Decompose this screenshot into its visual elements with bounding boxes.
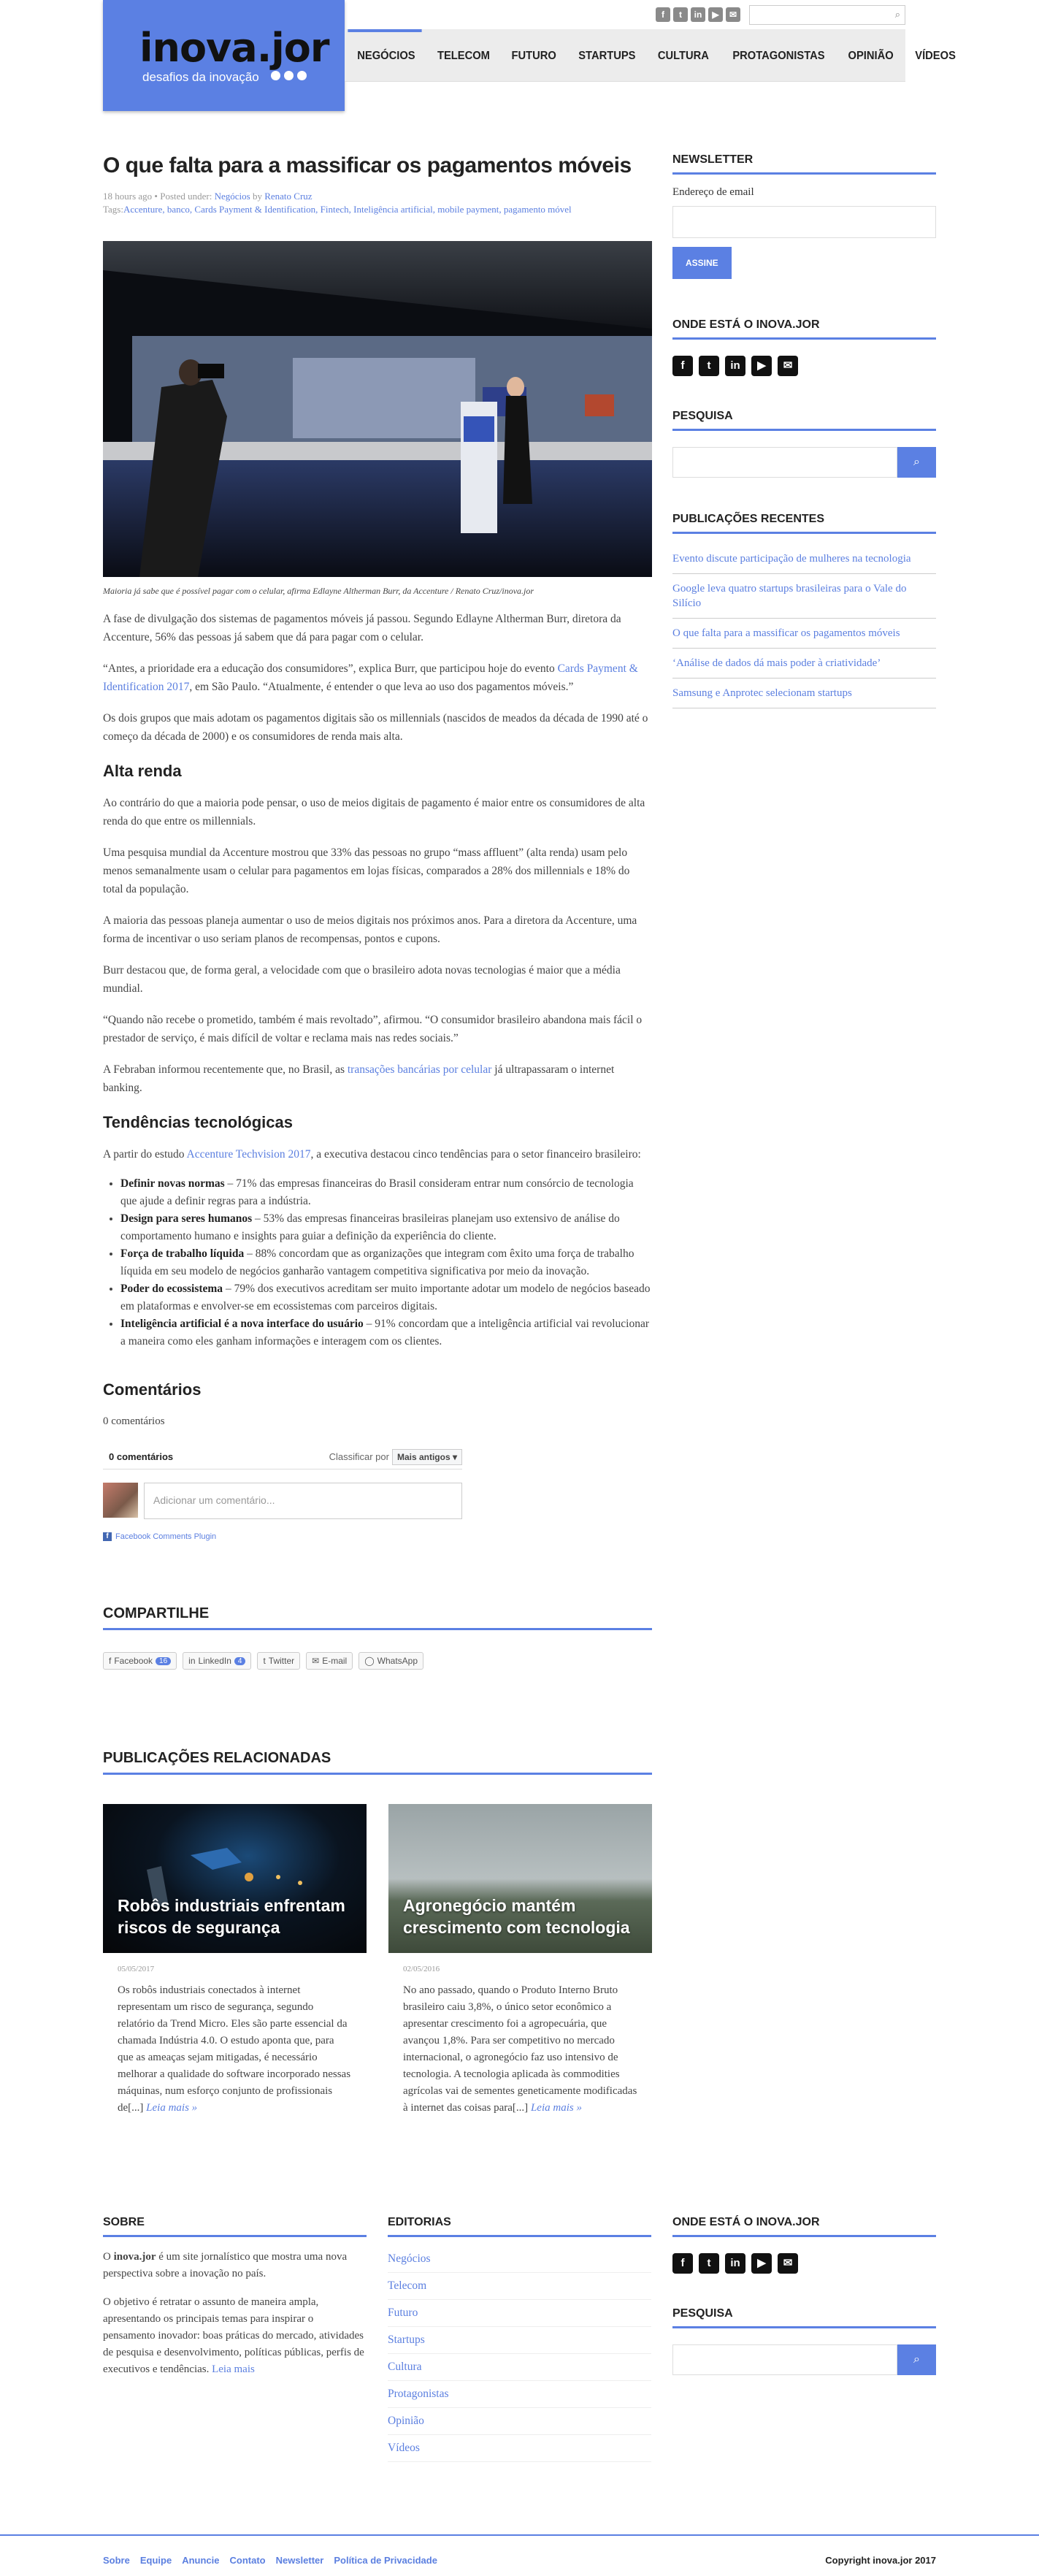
nav-cultura[interactable]: CULTURA <box>658 50 710 62</box>
newsletter-heading: NEWSLETTER <box>672 153 936 175</box>
logo-tagline: desafios da inovação <box>142 70 259 84</box>
list-item: • Poder do ecossistema – 79% dos executivos acreditam ser muito importante adotar um modelo de negócios baseado em plataformas e envolver-se em ecossistemas com parceiros digitais. <box>120 1280 652 1315</box>
top-social-links <box>656 7 740 22</box>
meta-author-link[interactable]: Renato Cruz <box>264 191 313 202</box>
article-paragraph: “Antes, a prioridade era a educação dos consumidores”, explica Burr, que participou hoje do evento Cards Payment & Identification 2017, em São Paulo. “Atualmente, é entender o que leva ao uso dos pagamentos móveis.” <box>103 662 638 693</box>
recent-link[interactable]: ‘Análise de dados dá mais poder à criatividade’ <box>672 649 936 679</box>
cards-payment-link[interactable]: Cards Payment & Identification 2017 <box>103 662 638 693</box>
tags-label: Tags: <box>103 204 123 215</box>
share-twitter-button[interactable]: t Twitter <box>257 1652 300 1670</box>
meta-by: by <box>252 191 262 202</box>
related-excerpt: No ano passado, quando o Produto Interno Bruto brasileiro caiu 3,8%, o único setor econômico a apresentar crescimento foi a agropecuária, que avançou 1,8%. Para ser competitivo no mercado internacional, o agronegócio faz uso intensivo de tecnologia. A tecnologia aplicada às commodities agrícolas vai de sementes geneticamente modificadas à internet das coisas para[...] Leia mais » <box>403 1984 637 2114</box>
meta-category-link[interactable]: Negócios <box>214 191 250 202</box>
hero-caption: Maioria já sabe que é possível pagar com o celular, afirma Edlayne Altherman Burr, da Accenture / Renato Cruz/inova.jor <box>103 586 534 596</box>
recent-list <box>672 544 936 708</box>
footer-link-anuncie[interactable]: Anuncie <box>182 2555 220 2566</box>
share-section <box>103 1605 652 1670</box>
related-heading: PUBLICAÇÕES RELACIONADAS <box>103 1750 652 1775</box>
related-image[interactable] <box>103 1804 367 1953</box>
youtube-icon[interactable]: ▶ <box>751 356 772 376</box>
editorias-heading: EDITORIAS <box>388 2216 651 2237</box>
related-excerpt: Os robôs industriais conectados à internet representam um risco de segurança, segundo relatório da Trend Micro. Eles são parte essencial da chamada Indústria 4.0. O estudo aponta que, para que as ameaças sejam mitigadas, é necessário melhorar a qualidade do software incorporado nessas máquinas, num esforço conjunto de profissionais de[...] Leia mais » <box>118 1984 351 2114</box>
twitter-icon[interactable]: t <box>699 2253 719 2274</box>
nav-negocios[interactable]: NEGÓCIOS <box>348 29 421 82</box>
comments-heading: Comentários <box>103 1380 202 1399</box>
footer-search-input[interactable] <box>672 2344 897 2375</box>
editoria-link[interactable]: Negócios <box>388 2246 651 2273</box>
article-paragraph: Ao contrário do que a maioria pode pensar, o uso de meios digitais de pagamento é maior entre os consumidores de alta renda do que entre os millennials. <box>103 797 645 828</box>
recent-heading: PUBLICAÇÕES RECENTES <box>672 513 936 534</box>
comment-input[interactable]: Adicionar um comentário... <box>144 1483 462 1519</box>
list-item: • Força de trabalho líquida – 88% concordam que as organizações que integram com êxito uma força de trabalho líquida em seu modelo de negócios ganharão vantagem competitiva significativa por meio da inovação. <box>120 1245 652 1280</box>
footer-link-sobre[interactable]: Sobre <box>103 2555 130 2566</box>
facebook-icon: f <box>109 1656 112 1666</box>
sort-label: Classificar por <box>329 1451 389 1462</box>
footer-where-heading: ONDE ESTÁ O INOVA.JOR <box>672 2216 936 2237</box>
article <box>103 153 652 1350</box>
facebook-icon[interactable]: f <box>656 7 670 22</box>
footer-link-privacidade[interactable]: Política de Privacidade <box>334 2555 437 2566</box>
footer-link-contato[interactable]: Contato <box>229 2555 266 2566</box>
bottom-bar <box>0 2534 1039 2576</box>
article-paragraph: A Febraban informou recentemente que, no Brasil, as transações bancárias por celular já ultrapassaram o internet banking. <box>103 1063 615 1094</box>
footer-social-links <box>672 2253 936 2274</box>
facebook-icon[interactable]: f <box>672 356 693 376</box>
footer-link-newsletter[interactable]: Newsletter <box>275 2555 324 2566</box>
linkedin-icon: in <box>188 1656 196 1666</box>
newsletter-email-input[interactable] <box>672 206 936 238</box>
email-icon[interactable]: ✉ <box>778 2253 798 2274</box>
linkedin-icon[interactable]: in <box>691 7 705 22</box>
related-title[interactable]: Robôs industriais enfrentam riscos de segurança <box>118 1896 345 1937</box>
related-date: 02/05/2016 <box>403 1965 440 1973</box>
email-icon: ✉ <box>312 1656 320 1666</box>
recent-link[interactable]: Samsung e Anprotec selecionam startups <box>672 679 936 708</box>
twitter-icon[interactable]: t <box>699 356 719 376</box>
article-paragraph: “Quando não recebe o prometido, também é mais revoltado”, afirmou. “O consumidor brasileiro abandona mais fácil o prestador de serviço, é mais difícil de voltar e reclama mais nas redes sociais.” <box>103 1014 643 1044</box>
youtube-icon[interactable]: ▶ <box>751 2253 772 2274</box>
related-image[interactable] <box>388 1804 652 1953</box>
editoria-link[interactable]: Startups <box>388 2327 651 2354</box>
editoria-link[interactable]: Cultura <box>388 2354 651 2381</box>
copyright: Copyright inova.jor 2017 <box>825 2555 936 2566</box>
email-icon[interactable]: ✉ <box>726 7 740 22</box>
email-icon[interactable]: ✉ <box>778 356 798 376</box>
logo-dots <box>271 71 310 84</box>
share-facebook-button[interactable]: f Facebook 16 <box>103 1652 177 1670</box>
recent-link[interactable]: Evento discute participação de mulheres na tecnologia <box>672 544 936 574</box>
article-hero-image <box>103 241 652 577</box>
editorias-list <box>388 2246 651 2462</box>
nav-protagonistas[interactable]: PROTAGONISTAS <box>732 50 825 62</box>
sobre-read-more[interactable]: Leia mais <box>212 2363 255 2375</box>
subscribe-button[interactable]: ASSINE <box>672 247 732 279</box>
nav-futuro[interactable]: FUTURO <box>511 50 557 62</box>
sobre-text: O inova.jor é um site jornalístico que mostra uma nova perspectiva sobre a inovação no país. <box>103 2251 348 2279</box>
tags-links[interactable]: Accenture, banco, Cards Payment & Identification, Fintech, Inteligência artificial, mobile payment, pagamento móvel <box>123 204 572 215</box>
whatsapp-icon: ◯ <box>364 1656 375 1666</box>
search-heading: PESQUISA <box>672 410 936 431</box>
list-item: • Design para seres humanos – 53% das empresas financeiras brasileiras planejam uso extensivo de análise do comportamento humano e insights para guiar a definição da experiência do cliente. <box>120 1210 652 1245</box>
trend-list <box>120 1175 652 1350</box>
related-card[interactable] <box>103 1804 367 2117</box>
article-paragraph: A partir do estudo Accenture Techvision 2017, a executiva destacou cinco tendências para o setor financeiro brasileiro: <box>103 1148 641 1161</box>
article-paragraph: A fase de divulgação dos sistemas de pagamentos móveis já passou. Segundo Edlayne Altherman Burr, diretora da Accenture, 56% das pessoas já sabem que dá para pagar com o celular. <box>103 613 621 643</box>
header-search-input[interactable] <box>749 5 905 25</box>
share-linkedin-button[interactable]: in LinkedIn 4 <box>183 1652 251 1670</box>
article-meta <box>103 190 652 216</box>
sobre-heading: SOBRE <box>103 2216 367 2237</box>
linkedin-icon[interactable]: in <box>725 356 745 376</box>
youtube-icon[interactable]: ▶ <box>708 7 723 22</box>
article-paragraph: Burr destacou que, de forma geral, a velocidade com que o brasileiro adota novas tecnologias é maior que a média mundial. <box>103 964 621 995</box>
editoria-link[interactable]: Telecom <box>388 2273 651 2300</box>
bottom-links <box>103 2555 437 2566</box>
search-icon[interactable]: ⌕ <box>897 447 936 478</box>
nav-startups[interactable]: STARTUPS <box>578 50 636 62</box>
related-title[interactable]: Agronegócio mantém crescimento com tecnologia <box>403 1896 630 1937</box>
facebook-icon[interactable]: f <box>672 2253 693 2274</box>
editoria-link[interactable]: Futuro <box>388 2300 651 2327</box>
facebook-comments <box>103 1445 462 1541</box>
article-paragraph: Uma pesquisa mundial da Accenture mostrou que 33% das pessoas no grupo “mass affluent” (alta renda) usam pelo menos semanalmente usam o celular para pagamentos em lojas físicas, comparados a 28% dos millennials e 18% do total da população. <box>103 846 630 895</box>
editoria-link[interactable]: Protagonistas <box>388 2381 651 2408</box>
recent-link[interactable]: Google leva quatro startups brasileiras para o Vale do Silício <box>672 574 936 619</box>
editoria-link[interactable]: Vídeos <box>388 2435 651 2462</box>
search-icon[interactable]: ⌕ <box>894 9 900 20</box>
editoria-link[interactable]: Opinião <box>388 2408 651 2435</box>
share-heading: COMPARTILHE <box>103 1605 652 1630</box>
meta-posted: • Posted under: <box>154 191 212 202</box>
techvision-link[interactable]: Accenture Techvision 2017 <box>186 1148 311 1161</box>
twitter-icon: t <box>263 1656 266 1666</box>
read-more-link[interactable]: Leia mais » <box>530 2102 582 2114</box>
related-date: 05/05/2017 <box>118 1965 155 1973</box>
sidebar-social-links <box>672 356 936 376</box>
facebook-icon: f <box>103 1532 112 1541</box>
sort-select[interactable]: Mais antigos ▾ <box>392 1449 462 1465</box>
article-paragraph: Os dois grupos que mais adotam os pagamentos digitais são os millennials (nascidos de meados da década de 1990 até o começo da década de 2000) e os consumidores de renda mais alta. <box>103 712 648 743</box>
search-icon[interactable]: ⌕ <box>897 2344 936 2375</box>
logo-title: inova.jor <box>139 25 329 71</box>
avatar <box>103 1483 138 1518</box>
share-email-button[interactable]: ✉ E-mail <box>306 1652 353 1670</box>
twitter-icon[interactable]: t <box>673 7 688 22</box>
email-label: Endereço de email <box>672 186 754 198</box>
linkedin-icon[interactable]: in <box>725 2253 745 2274</box>
nav-opiniao[interactable]: OPINIÃO <box>848 50 894 62</box>
sobre-text: O objetivo é retratar o assunto de maneira ampla, apresentando os principais temas para inspirar o pensamento inovador: boas práticas do mercado, atividades de pesquisa e desenvolvimento, políticas públicas, perfis de executivos e tendências. Leia mais <box>103 2296 364 2375</box>
meta-time: 18 hours ago <box>103 191 153 202</box>
share-whatsapp-button[interactable]: ◯ WhatsApp <box>359 1652 423 1670</box>
nav-telecom[interactable]: TELECOM <box>437 50 491 62</box>
list-item: • Inteligência artificial é a nova interface do usuário – 91% concordam que a inteligência artificial vai revolucionar a maneira como eles ganham informações e interagem com os clientes. <box>120 1315 652 1350</box>
transacoes-link[interactable]: transações bancárias por celular <box>347 1063 492 1076</box>
footer-search-heading: PESQUISA <box>672 2307 936 2328</box>
list-item: • Definir novas normas – 71% das empresas financeiras do Brasil consideram entrar num consórcio de tecnologia que ajude a definir regras para a indústria. <box>120 1175 652 1210</box>
article-title: O que falta para a massificar os pagamentos móveis <box>103 153 632 177</box>
main-nav <box>345 29 956 82</box>
footer-link-equipe[interactable]: Equipe <box>139 2555 172 2566</box>
fb-plugin-link[interactable]: Facebook Comments Plugin <box>115 1532 217 1541</box>
related-section <box>103 1750 652 2117</box>
comments-count: 0 comentários <box>103 1415 165 1427</box>
article-paragraph: A maioria das pessoas planeja aumentar o uso de meios digitais nos próximos anos. Para a diretora da Accenture, uma forma de incentivar o uso seriam planos de recompensas, pontos e cupons. <box>103 914 637 945</box>
where-heading: ONDE ESTÁ O INOVA.JOR <box>672 318 936 340</box>
section-heading: Tendências tecnológicas <box>103 1113 294 1131</box>
nav-videos[interactable]: VÍDEOS <box>915 50 956 62</box>
read-more-link[interactable]: Leia mais » <box>146 2102 198 2114</box>
section-heading: Alta renda <box>103 762 182 780</box>
site-logo[interactable] <box>103 0 345 111</box>
recent-link[interactable]: O que falta para a massificar os pagamentos móveis <box>672 619 936 649</box>
fb-comment-count: 0 comentários <box>109 1451 174 1462</box>
sidebar <box>672 153 936 708</box>
related-card[interactable] <box>388 1804 652 2117</box>
sidebar-search-input[interactable] <box>672 447 897 478</box>
